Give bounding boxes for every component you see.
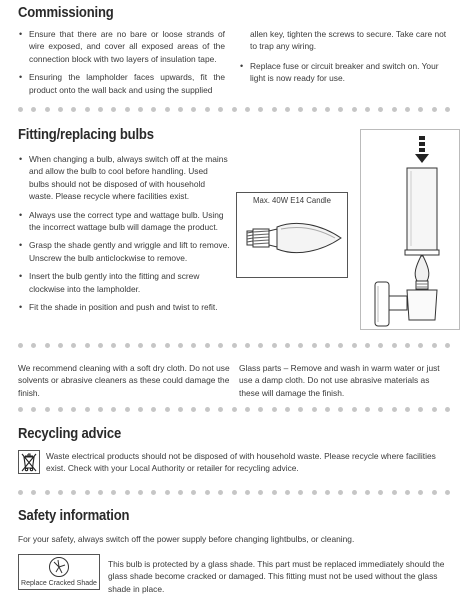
divider-dot	[58, 407, 63, 412]
divider-dot	[205, 407, 210, 412]
divider-dot	[178, 490, 183, 495]
divider-dot	[445, 407, 450, 412]
dotted-divider	[18, 343, 450, 349]
divider-dot	[245, 107, 250, 112]
divider-dot	[312, 490, 317, 495]
divider-dot	[151, 407, 156, 412]
divider-dot	[178, 343, 183, 348]
cleaning-text-right: Glass parts – Remove and wash in warm water or just use a damp cloth. Do not use abrasive materials as these will damage the finish.	[239, 363, 440, 398]
cleaning-text-left: We recommend cleaning with a soft dry cloth. Do not use solvents or abrasive cleaners as these could damage the finish.	[18, 363, 230, 398]
divider-dot	[218, 490, 223, 495]
divider-dot	[151, 490, 156, 495]
divider-dot	[312, 343, 317, 348]
divider-dot	[285, 107, 290, 112]
commissioning-left-list	[18, 28, 225, 102]
divider-dot	[392, 490, 397, 495]
divider-dot	[405, 490, 410, 495]
divider-dot	[405, 107, 410, 112]
divider-dot	[378, 107, 383, 112]
dotted-divider	[18, 107, 450, 113]
divider-dot	[378, 343, 383, 348]
divider-dot	[378, 490, 383, 495]
divider-dot	[445, 107, 450, 112]
divider-dot	[31, 490, 36, 495]
divider-dot	[218, 343, 223, 348]
divider-dot	[138, 343, 143, 348]
divider-dot	[191, 407, 196, 412]
divider-dot	[31, 343, 36, 348]
commissioning-continuation: allen key, tighten the screws to secure. Take care not to trap any wiring.	[250, 29, 447, 52]
divider-dot	[285, 490, 290, 495]
divider-dot	[18, 407, 23, 412]
divider-dot	[191, 490, 196, 495]
divider-dot	[338, 490, 343, 495]
divider-dot	[191, 107, 196, 112]
divider-dot	[258, 343, 263, 348]
divider-dot	[18, 490, 23, 495]
divider-dot	[272, 490, 277, 495]
divider-dot	[418, 107, 423, 112]
divider-dot	[205, 490, 210, 495]
divider-dot	[18, 107, 23, 112]
divider-dot	[245, 407, 250, 412]
divider-dot	[312, 107, 317, 112]
divider-dot	[232, 107, 237, 112]
divider-dot	[365, 407, 370, 412]
divider-dot	[191, 343, 196, 348]
list-item: • Grasp the shade gently and wriggle and lift to remove. Unscrew the bulb anticlockwise to remove.	[18, 239, 230, 264]
divider-dot	[165, 343, 170, 348]
divider-dot	[432, 490, 437, 495]
divider-dot	[138, 107, 143, 112]
divider-dot	[365, 343, 370, 348]
divider-dot	[285, 343, 290, 348]
divider-dot	[298, 490, 303, 495]
divider-dot	[218, 107, 223, 112]
divider-dot	[178, 107, 183, 112]
divider-dot	[151, 343, 156, 348]
dotted-divider	[18, 407, 450, 413]
divider-dot	[165, 490, 170, 495]
divider-dot	[85, 407, 90, 412]
recycling-heading: Recycling advice	[18, 426, 122, 442]
divider-dot	[298, 107, 303, 112]
divider-dot	[138, 407, 143, 412]
divider-dot	[98, 107, 103, 112]
divider-dot	[352, 107, 357, 112]
divider-dot	[85, 343, 90, 348]
divider-dot	[45, 407, 50, 412]
divider-dot	[45, 490, 50, 495]
list-item: • Ensuring the lampholder faces upwards, fit the product onto the wall back and using the supplied	[18, 71, 225, 96]
divider-dot	[58, 343, 63, 348]
divider-dot	[418, 343, 423, 348]
divider-dot	[232, 490, 237, 495]
divider-dot	[71, 490, 76, 495]
divider-dot	[272, 407, 277, 412]
divider-dot	[432, 343, 437, 348]
divider-dot	[98, 343, 103, 348]
divider-dot	[98, 407, 103, 412]
divider-dot	[58, 490, 63, 495]
dotted-divider	[18, 490, 450, 496]
divider-dot	[298, 407, 303, 412]
divider-dot	[325, 343, 330, 348]
list-item: • Replace fuse or circuit breaker and switch on. Your light is now ready for use.	[239, 60, 448, 85]
divider-dot	[138, 490, 143, 495]
divider-dot	[312, 407, 317, 412]
divider-dot	[272, 107, 277, 112]
divider-dot	[85, 490, 90, 495]
divider-dot	[31, 107, 36, 112]
divider-dot	[31, 407, 36, 412]
divider-dot	[272, 343, 277, 348]
divider-dot	[258, 407, 263, 412]
divider-dot	[165, 407, 170, 412]
divider-dot	[218, 407, 223, 412]
divider-dot	[298, 343, 303, 348]
divider-dot	[245, 490, 250, 495]
list-item: • Ensure that there are no bare or loose strands of wire exposed, and cover all exposed areas of the connection block with two layers of insulation tape.	[18, 28, 225, 65]
divider-dot	[392, 407, 397, 412]
divider-dot	[338, 107, 343, 112]
divider-dot	[325, 490, 330, 495]
list-item: • Insert the bulb gently into the fitting and screw clockwise into the lampholder.	[18, 270, 230, 295]
divider-dot	[111, 407, 116, 412]
divider-dot	[111, 490, 116, 495]
bulb-illustration	[236, 192, 348, 278]
divider-dot	[125, 490, 130, 495]
safety-warning: This bulb is protected by a glass shade. This part must be replaced immediately should the glass shade become cracked or damaged. This fitting must not be used without the glass shade in place.	[108, 559, 445, 594]
divider-dot	[445, 343, 450, 348]
list-item: • Fit the shade in position and push and twist to refit.	[18, 301, 230, 313]
replace-cracked-shade-label: Replace Cracked Shade	[21, 580, 97, 587]
divider-dot	[258, 107, 263, 112]
divider-dot	[18, 343, 23, 348]
safety-heading: Safety information	[18, 508, 130, 524]
divider-dot	[245, 343, 250, 348]
recycling-text: Waste electrical products should not be disposed of with household waste. Please recycle where facilities exist. Check with your Local Authority or retailer for recycling advice.	[46, 451, 436, 474]
replace-cracked-shade-box	[18, 554, 100, 590]
divider-dot	[338, 407, 343, 412]
fitting-heading: Fitting/replacing bulbs	[18, 127, 154, 143]
divider-dot	[151, 107, 156, 112]
divider-dot	[71, 407, 76, 412]
weee-crossed-bin-icon	[18, 450, 40, 474]
divider-dot	[45, 343, 50, 348]
divider-dot	[71, 343, 76, 348]
divider-dot	[432, 407, 437, 412]
bulb-label: Max. 40W E14 Candle	[252, 196, 331, 205]
safety-intro: For your safety, always switch off the power supply before changing lightbulbs, or cleaning.	[18, 534, 355, 544]
fitting-diagram	[360, 129, 460, 330]
divider-dot	[125, 343, 130, 348]
divider-dot	[325, 407, 330, 412]
divider-dot	[125, 107, 130, 112]
divider-dot	[325, 107, 330, 112]
list-item: • When changing a bulb, always switch off at the mains and allow the bulb to cool before handling. Used bulbs should not be disposed of with household waste. Please recycle where facilities exist.	[18, 153, 230, 203]
divider-dot	[365, 490, 370, 495]
divider-dot	[85, 107, 90, 112]
divider-dot	[405, 343, 410, 348]
light-fitting-diagram-icon	[361, 130, 461, 331]
divider-dot	[45, 107, 50, 112]
commissioning-heading: Commissioning	[18, 5, 114, 21]
divider-dot	[111, 107, 116, 112]
divider-dot	[205, 107, 210, 112]
divider-dot	[392, 343, 397, 348]
divider-dot	[58, 107, 63, 112]
divider-dot	[378, 407, 383, 412]
divider-dot	[98, 490, 103, 495]
list-item: • Always use the correct type and wattage bulb. Using the incorrect wattage bulb will damage the product.	[18, 209, 230, 234]
divider-dot	[432, 107, 437, 112]
fitting-list	[18, 153, 230, 319]
divider-dot	[178, 407, 183, 412]
divider-dot	[125, 407, 130, 412]
divider-dot	[232, 407, 237, 412]
divider-dot	[365, 107, 370, 112]
divider-dot	[392, 107, 397, 112]
cracked-glass-icon	[19, 556, 99, 580]
divider-dot	[352, 343, 357, 348]
divider-dot	[232, 343, 237, 348]
divider-dot	[205, 343, 210, 348]
divider-dot	[418, 407, 423, 412]
candle-bulb-icon	[237, 207, 347, 277]
divider-dot	[418, 490, 423, 495]
commissioning-right-list	[239, 60, 448, 91]
divider-dot	[338, 343, 343, 348]
divider-dot	[165, 107, 170, 112]
divider-dot	[258, 490, 263, 495]
divider-dot	[285, 407, 290, 412]
divider-dot	[405, 407, 410, 412]
divider-dot	[111, 343, 116, 348]
divider-dot	[71, 107, 76, 112]
divider-dot	[352, 407, 357, 412]
divider-dot	[445, 490, 450, 495]
divider-dot	[352, 490, 357, 495]
